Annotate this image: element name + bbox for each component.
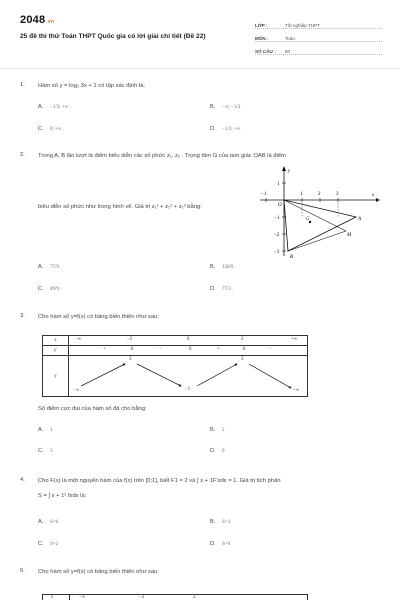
option-c[interactable]: C. 49/9 . <box>38 286 62 292</box>
option-d[interactable]: D. S=9 <box>210 541 231 547</box>
meta-subject-row <box>255 30 382 42</box>
question-text-line1: Trong A, B lần lượt là điểm biểu diễn các số phức z₁, z₂ . Trọng tâm G của tam giác OAB là điểm <box>38 153 286 159</box>
meta-value: Tốt nghiệp THPT <box>285 23 320 28</box>
variation-table-partial: x −∞ −2 2 <box>42 594 308 600</box>
question-text-line1: Cho F(x) là một nguyên hàm của f(x) trên [0;1], biết F1 = 2 và ∫ x + 1F′xdx = 1. Giá trị tích phân <box>38 478 281 484</box>
header-divider <box>0 68 400 69</box>
question-text: Hàm số y = log₂ 3x + 1 có tập xác định là: <box>38 83 145 89</box>
y-tick-label: −2 <box>274 233 280 238</box>
question-text: Cho hàm số y=f(x) có bảng biến thiên như sau: <box>38 569 160 575</box>
y-axis-arrow <box>282 166 286 171</box>
point-b-label: B <box>290 255 294 260</box>
origin-label: O <box>278 203 282 208</box>
y-tick-label: −3 <box>274 250 280 255</box>
x-tick-label: −1 <box>261 192 267 197</box>
table-y-row: 3 −∞ −1 3 −∞ <box>69 356 308 397</box>
question-number: 2. <box>20 152 25 158</box>
meta-value: Toán <box>285 36 295 41</box>
x-axis-arrow <box>376 198 380 202</box>
option-b[interactable]: B. 2 <box>210 427 225 433</box>
table-x-label: x <box>43 336 69 346</box>
table-yprime-label: y' <box>43 346 69 356</box>
x-tick-label: 2 <box>318 192 321 197</box>
option-d[interactable]: D. 77/3 . <box>210 286 234 292</box>
option-b[interactable]: B. −∞; −1/3 . <box>210 104 243 110</box>
option-a[interactable]: A. S=6 <box>38 519 59 525</box>
option-b[interactable]: B. S=3 <box>210 519 231 525</box>
x-tick-label: 1 <box>300 192 303 197</box>
meta-value: 50 <box>285 49 291 54</box>
option-d[interactable]: D. 0 <box>210 448 225 454</box>
y-axis-label: y <box>288 169 291 174</box>
table-y-label: y <box>43 356 69 397</box>
question-3 <box>20 313 380 463</box>
complex-plane-graph <box>258 164 380 260</box>
question-number: 5. <box>20 568 25 574</box>
table-x-row: −∞ −2 0 2 +∞ <box>69 336 308 346</box>
question-text: Cho hàm số y=f(x) có bảng biến thiên như sau: <box>38 314 160 320</box>
document-title: 25 đề thi thử Toán THPT Quốc gia có lời giải chi tiết (Đề 22) <box>20 33 206 40</box>
option-d[interactable]: D. −1/3; +∞ . <box>210 126 243 132</box>
question-text-line2: S = ∫ x + 1² fxdx là: <box>38 493 87 499</box>
document-header <box>20 14 382 60</box>
document-meta <box>255 17 382 56</box>
meta-class-row <box>255 17 382 29</box>
y-tick-label: 1 <box>277 182 280 187</box>
point-g-label: G <box>306 217 310 222</box>
table-yprime-row: + 0 − 0 + 0 − <box>69 346 308 356</box>
variation-table <box>42 335 308 396</box>
option-a[interactable]: A. −1/3; +∞ . <box>38 104 71 110</box>
meta-label: SỐ CÂU : <box>255 49 276 54</box>
question-2 <box>20 152 380 302</box>
meta-label: MÔN : <box>255 36 269 41</box>
option-c[interactable]: C. S=2 <box>38 541 59 547</box>
question-number: 3. <box>20 313 25 319</box>
option-a[interactable]: A. 1 <box>38 427 53 433</box>
question-text-line2: biểu diễn số phức như trong hình vẽ. Giá trị z₁² + z₂² + z₁² bằng: <box>38 204 202 210</box>
x-axis-label: x <box>372 193 375 198</box>
option-b[interactable]: B. 126/9 . <box>210 264 236 270</box>
point-a-label: A <box>358 217 362 222</box>
question-number: 1. <box>20 82 25 88</box>
x-tick-label: 3 <box>336 192 339 197</box>
y-tick-label: −1 <box>274 216 280 221</box>
option-c[interactable]: C. 0; +∞ . <box>38 126 65 132</box>
point-m-label: M <box>347 233 352 238</box>
question-followup: Số điểm cực đại của hàm số đã cho bằng: <box>38 406 147 412</box>
meta-count-row <box>255 43 382 55</box>
option-c[interactable]: C. 3 <box>38 448 53 454</box>
question-4 <box>20 477 380 557</box>
median-om <box>284 200 346 231</box>
triangle-oab <box>284 200 356 251</box>
option-a[interactable]: A. 77/9 . <box>38 264 62 270</box>
question-1 <box>20 82 380 142</box>
meta-label: LỚP : <box>255 23 268 28</box>
median-bm <box>288 231 346 251</box>
question-5 <box>20 568 380 600</box>
site-logo[interactable]: 2048.vn <box>20 14 55 26</box>
question-number: 4. <box>20 477 25 483</box>
